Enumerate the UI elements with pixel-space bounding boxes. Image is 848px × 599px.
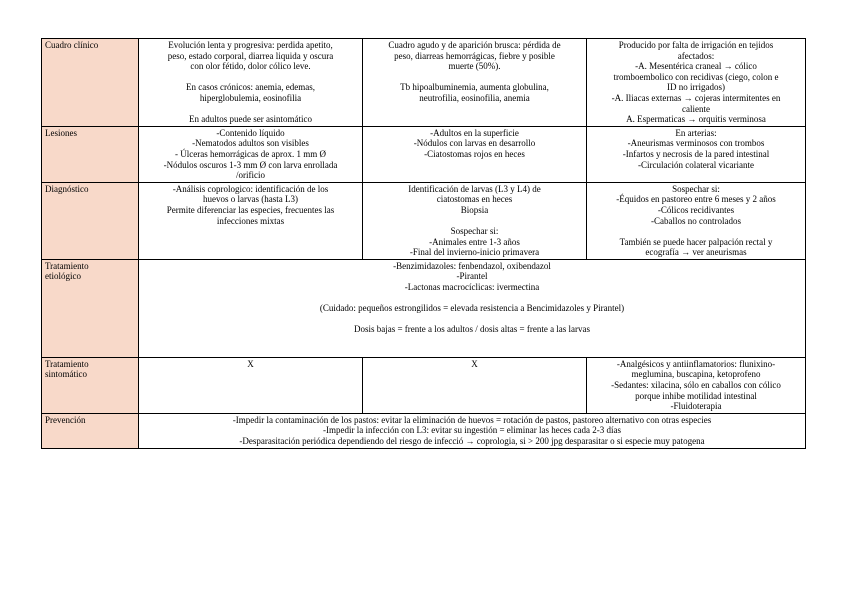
cell-sintomatico-col1: X <box>139 357 363 413</box>
text-line: Cuadro agudo y de aparición brusca: pérdida de <box>388 40 561 50</box>
text-line: huevos o larvas (hasta L3) <box>203 194 298 205</box>
text-line: -Final del invierno-inicio primavera <box>409 247 540 258</box>
text-line: -Contenido líquido <box>216 127 285 138</box>
text-line: -Desparasitación periódica dependiendo del riesgo de infecció → coprologia, si > 200 jpg desparasitar o si especie muy patogena <box>239 436 705 447</box>
row-header-prevencion: Prevención <box>42 413 139 448</box>
text-line: Identificación de larvas (L3 y L4) de <box>408 183 541 194</box>
cell-lesiones-col2 <box>363 126 587 182</box>
text-line: -A. Iliacas externas → cojeras intermitentes en <box>611 92 781 103</box>
text-line: Biopsia <box>460 204 489 215</box>
blank-line <box>142 104 359 115</box>
cell-cuadro-col2 <box>363 39 587 127</box>
text-line: infecciones mixtas <box>216 215 285 226</box>
row-cuadro-clinico <box>42 39 806 127</box>
text-line: Producido por falta de irrigación en tejidos <box>618 40 774 50</box>
text-line: -Adultos en la superficie <box>430 127 519 138</box>
text-line: tromboembolico con recidivas (ciego, colon e <box>613 71 779 82</box>
text-line: También se puede hacer palpación rectal y <box>619 236 773 247</box>
comparison-table <box>41 38 806 449</box>
cell-diagnostico-col1 <box>139 182 363 259</box>
text-line: Tb hipoalbuminemia, aumenta globulina, <box>400 82 549 93</box>
text-line: peso, diarreas hemorrágicas, fiebre y posible <box>394 50 555 61</box>
cell-prevencion-content <box>139 413 806 448</box>
blank-line <box>366 72 583 83</box>
text-line: Evolución lenta y progresiva: perdida apetito, <box>168 40 333 50</box>
text-line: -Infartos y necrosis de la pared intestinal <box>622 148 770 159</box>
text-line: -Équidos en pastoreo entre 6 meses y 2 años <box>616 194 776 205</box>
row-diagnostico <box>42 182 806 259</box>
text-line: /orificio <box>236 170 265 181</box>
blank-line <box>142 293 802 304</box>
text-line: (Cuidado: pequeños estrongilidos = elevada resistencia a Bencimidazoles y Pirantel) <box>319 303 625 314</box>
blank-line <box>142 72 359 83</box>
cell-sintomatico-col3 <box>587 357 806 413</box>
text-line: -Lactonas macrocíclicas: ivermectina <box>404 282 540 293</box>
text-line: -Cólicos recidivantes <box>657 204 735 215</box>
text-line: porque inhibe motilidad intestinal <box>635 390 757 401</box>
text-line: Dosis bajas = frente a los adultos / dosis altas = frente a las larvas <box>353 324 591 335</box>
row-lesiones <box>42 126 806 182</box>
row-header-label: Tratamiento sintomático <box>45 358 89 380</box>
text-line: ecografía → ver aneurismas <box>645 247 747 258</box>
cell-diagnostico-col3 <box>587 182 806 259</box>
text-line: -Animales entre 1-3 años <box>429 236 520 247</box>
row-header-tratamiento-sintomatico <box>42 357 139 413</box>
row-tratamiento-sintomatico <box>42 357 806 413</box>
cell-diagnostico-col2 <box>363 182 587 259</box>
text-line: muerte (50%). <box>448 61 501 72</box>
text-line: Sospechar si: <box>672 183 720 194</box>
blank-line <box>590 226 802 237</box>
text-line: En arterias: <box>675 127 717 138</box>
text-line: afectados: <box>677 50 715 61</box>
text-line: -Nódulos oscuros 1-3 mm Ø con larva enrollada <box>163 159 338 170</box>
cell-sintomatico-col2: X <box>363 357 587 413</box>
text-line: Sospechar si: <box>450 226 499 237</box>
text-line: -Impedir la infección con L3: evitar su ingestión = eliminar las heces cada 2-3 días <box>323 425 621 436</box>
blank-line <box>142 314 802 325</box>
text-line: ciatostomas en heces <box>436 194 513 205</box>
cell-lesiones-col1 <box>139 126 363 182</box>
text-line: -Circulación colateral vicariante <box>638 159 754 170</box>
row-header-label: Tratamiento etiológico <box>45 260 89 282</box>
cell-lesiones-col3 <box>587 126 806 182</box>
row-header-lesiones: Lesiones <box>42 126 139 182</box>
text-line: En adultos puede ser asintomático <box>189 114 312 125</box>
text-line: -Pirantel <box>456 271 488 282</box>
text-line: peso, estado corporal, diarrea liquida y oscura <box>167 50 334 61</box>
text-line: -Sedantes: xilacina, sólo en caballos con cólico <box>611 380 781 391</box>
text-line: En casos crónicos: anemia, edemas, <box>186 82 315 93</box>
blank-line <box>366 216 583 227</box>
text-line: Permite diferenciar las especies, frecuentes las <box>166 204 335 215</box>
row-tratamiento-etiologico <box>42 259 806 357</box>
cell-cuadro-col1 <box>139 39 363 127</box>
text-line: -A. Mesentérica craneal → cólico <box>635 61 757 72</box>
text-line: A. Espermaticas → orquitis verminosa <box>626 114 766 125</box>
text-line: -Aneurismas verminosos con trombos <box>627 138 765 149</box>
row-prevencion <box>42 413 806 448</box>
cell-cuadro-col3 <box>587 39 806 127</box>
text-line: -Nematodos adultos son visibles <box>192 138 309 149</box>
text-line: hiperglobulemia, eosinofilia <box>199 92 302 103</box>
text-line: ID no irrigados) <box>667 82 725 93</box>
text-line: caliente <box>682 103 710 114</box>
text-line: con olor fétido, dolor cólico leve. <box>190 61 311 72</box>
row-header-cuadro-clinico: Cuadro clínico <box>42 39 139 127</box>
text-line: meglumina, buscapina, ketoprofeno <box>631 369 761 380</box>
text-line: -Fluidoterapia <box>670 401 722 412</box>
text-line: neutrofilia, eosinofilia, anemia <box>419 92 530 103</box>
text-line: -Nódulos con larvas en desarrollo <box>413 138 536 149</box>
text-line: -Analgésicos y antiinflamatorios: flunixino- <box>616 358 776 369</box>
text-line: - Úlceras hemorrágicas de aprox. 1 mm Ø <box>175 148 326 159</box>
text-line: -Benzimidazoles: fenbendazol, oxibendazol <box>393 260 551 271</box>
text-line: -Análisis coprologico: identificación de los <box>172 183 329 194</box>
text-line: -Ciatostomas rojos en heces <box>424 148 525 159</box>
text-line: -Caballos no controlados <box>651 215 741 226</box>
cell-etiologico-content <box>139 259 806 357</box>
row-header-diagnostico: Diagnóstico <box>42 182 139 259</box>
text-line: -Impedir la contaminación de los pastos: evitar la eliminación de huevos = rotación de pastos, pastoreo alternativo con otras especies <box>232 414 712 425</box>
row-header-tratamiento-etiologico <box>42 259 139 357</box>
